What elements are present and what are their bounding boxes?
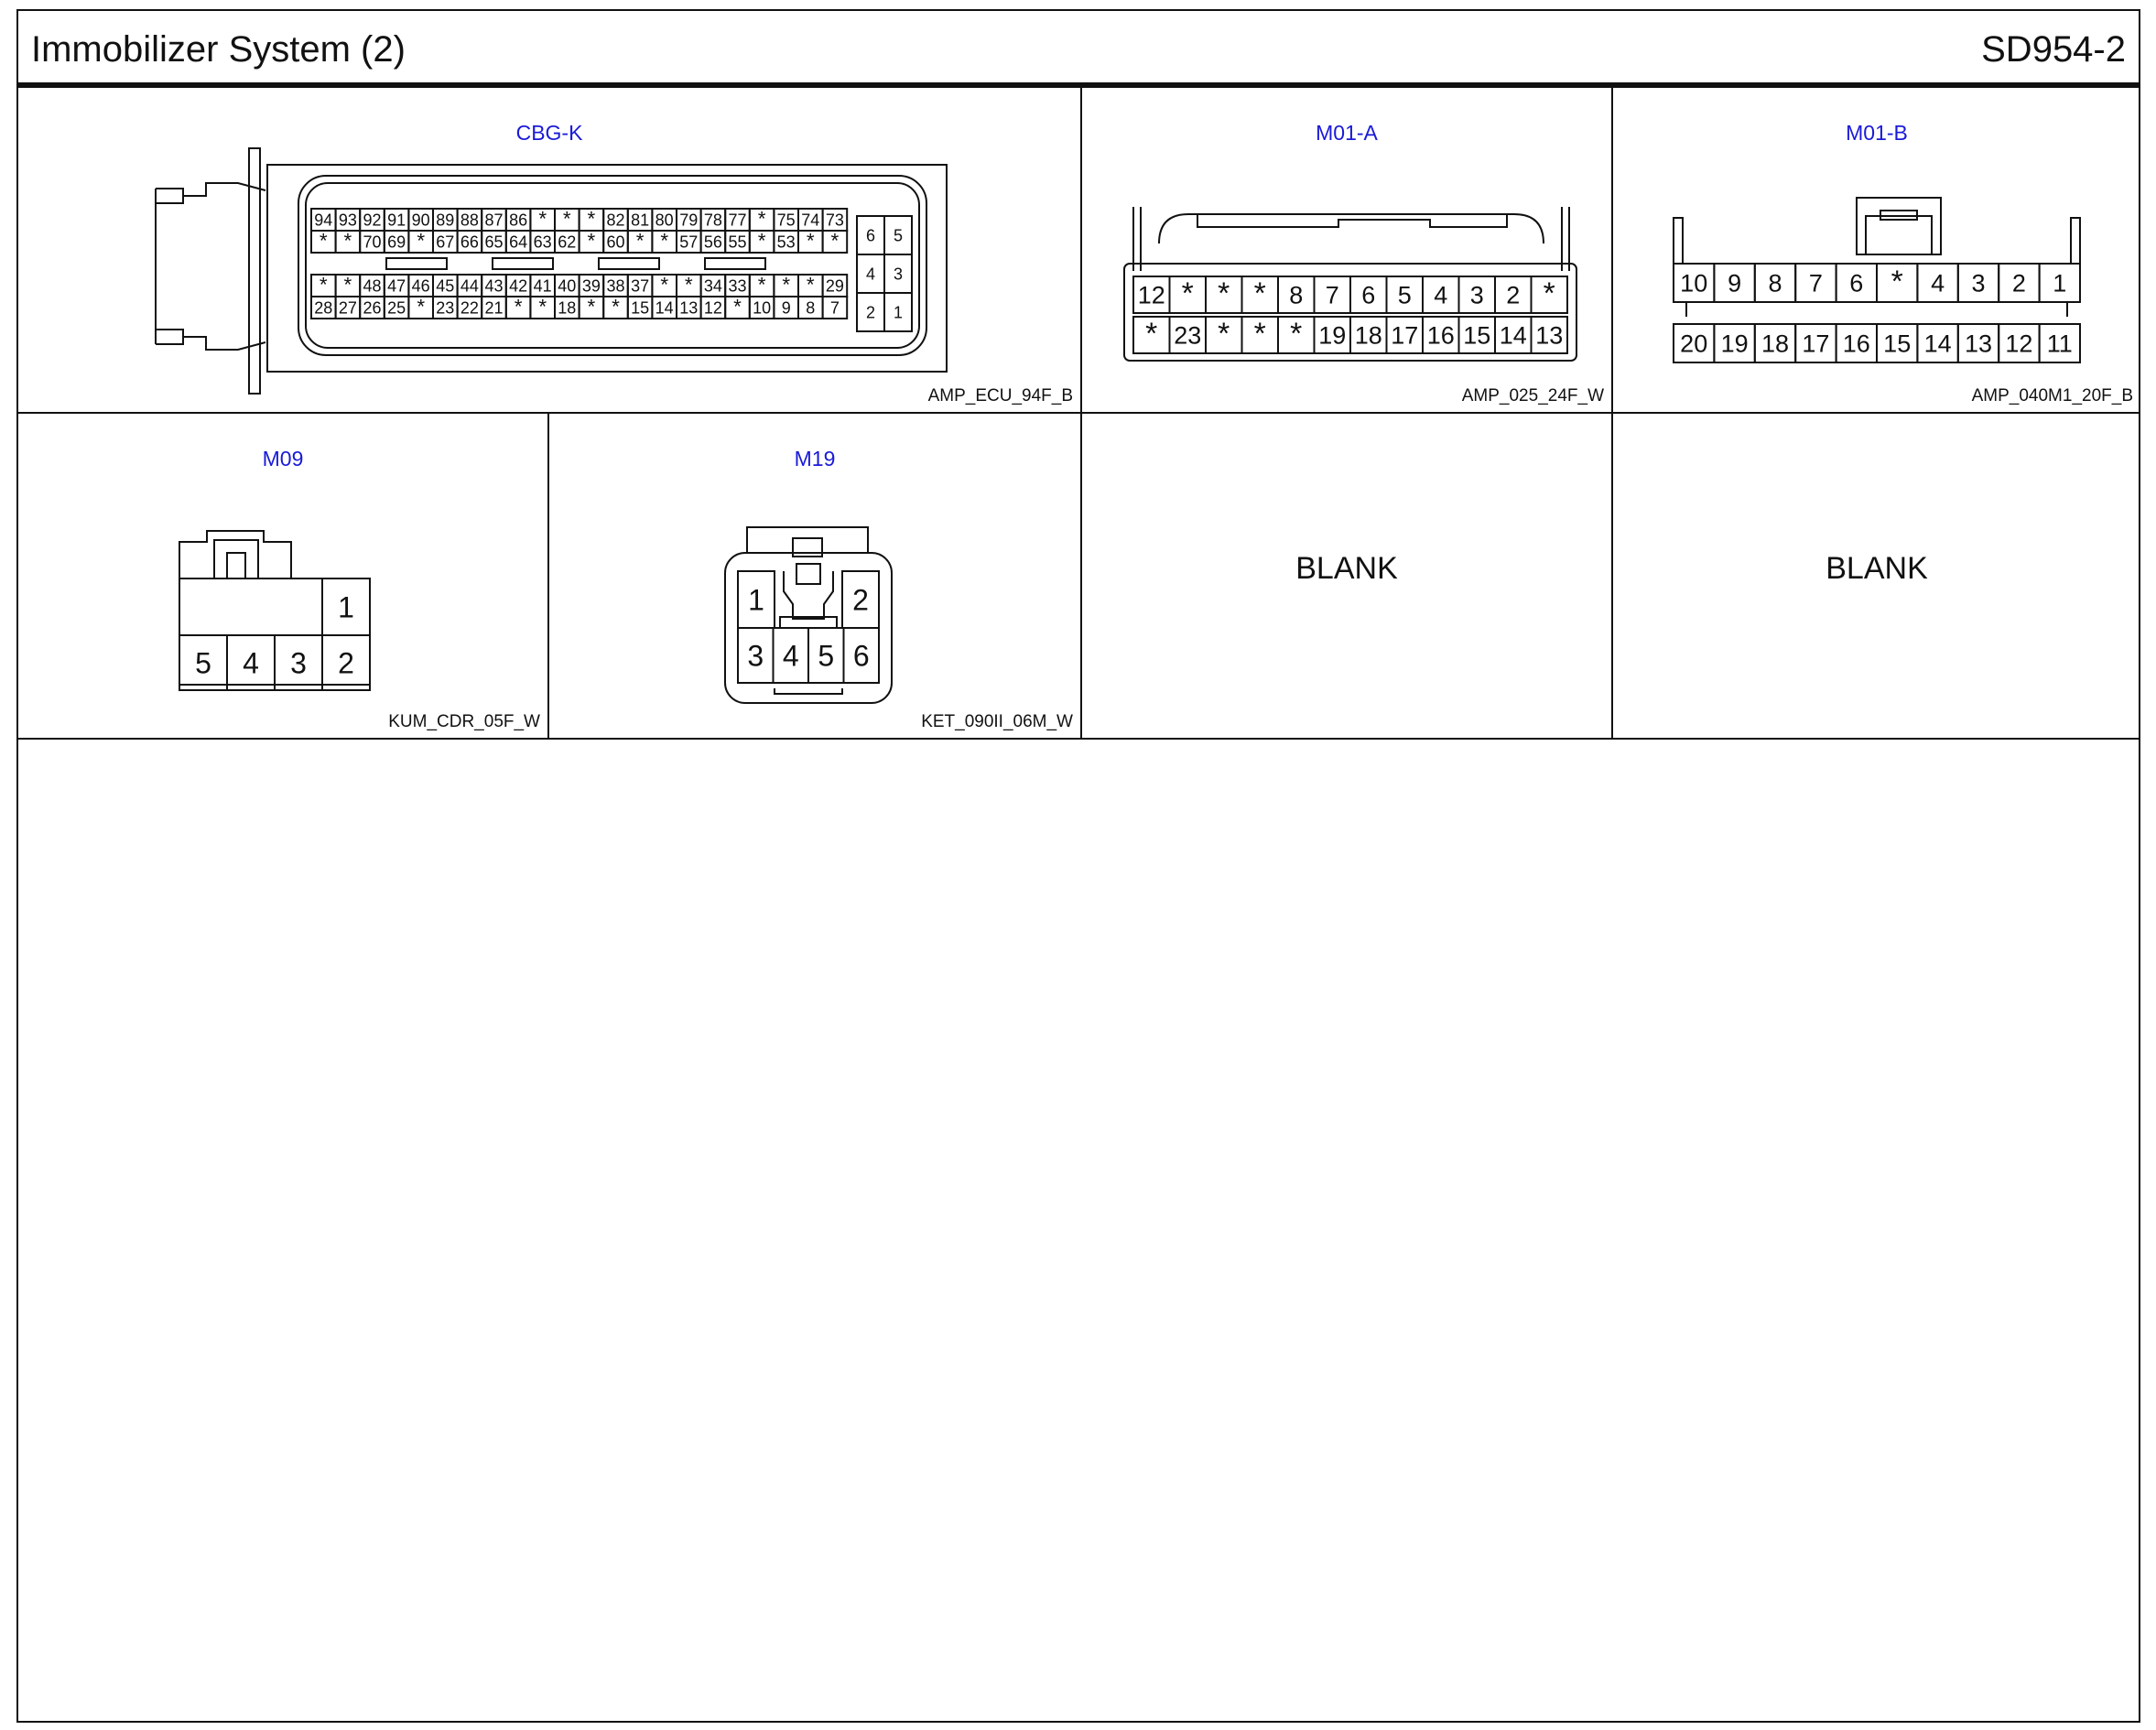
pin-label: 55: [728, 232, 747, 252]
latch-slot: [599, 258, 659, 269]
pin-label: 90: [411, 211, 430, 230]
pin-label: 11: [2046, 330, 2073, 358]
pin-label: 88: [460, 211, 479, 230]
pin-label: *: [806, 273, 815, 297]
pin-label: 10: [753, 298, 772, 318]
connector-m01b-diagram: [1613, 88, 2140, 414]
pin-label: 5: [1397, 281, 1412, 309]
top-rail: [747, 527, 868, 553]
pin-label: 13: [1964, 330, 1993, 358]
pin-label: *: [343, 273, 352, 297]
pin-label: 2: [338, 646, 354, 680]
pin-label: *: [538, 295, 547, 319]
pin-label: 65: [484, 232, 504, 252]
pin-label: 6: [852, 639, 870, 673]
pin-label: 93: [338, 211, 357, 230]
pin-label: *: [1891, 264, 1903, 299]
pin-label: 42: [509, 276, 528, 296]
pin-label: 17: [1802, 330, 1830, 358]
pin-label: *: [1543, 276, 1555, 311]
pin-label: 86: [509, 211, 528, 230]
pin-label: 12: [703, 298, 722, 318]
connector-code: AMP_040M1_20F_B: [1971, 386, 2133, 405]
pin-label: 1: [893, 303, 904, 322]
pin-label: *: [684, 273, 693, 297]
pin-label: 17: [1391, 321, 1419, 350]
pin-label: 69: [387, 232, 406, 252]
pin-label: 14: [1499, 321, 1527, 350]
pin-label: *: [1145, 316, 1158, 351]
pin-label: 14: [655, 298, 674, 318]
pin-label: 60: [606, 232, 625, 252]
pin-label: 94: [314, 211, 333, 230]
connector-m19-diagram: [549, 414, 1082, 740]
pin-label: 3: [1971, 269, 1986, 297]
pin-label: 12: [1137, 281, 1165, 309]
pin-label: *: [538, 207, 547, 231]
pin-label: 28: [314, 298, 333, 318]
diagram-frame: [16, 9, 2140, 1723]
connector-code: AMP_ECU_94F_B: [927, 386, 1073, 405]
pin-label: 4: [782, 639, 799, 673]
pin-label: 73: [825, 211, 844, 230]
pin-label: 3: [1469, 281, 1484, 309]
pin-label: 4: [1931, 269, 1945, 297]
pin-label: 34: [703, 276, 722, 296]
connector-m01a-diagram: [1082, 88, 1613, 414]
bottom-foot: [775, 688, 842, 694]
cell-cbgk: [18, 88, 1082, 414]
pin-label: 45: [436, 276, 455, 296]
pin-label: 1: [748, 583, 764, 617]
pin-label: *: [562, 207, 571, 231]
pin-label: 66: [460, 232, 479, 252]
pin-label: *: [1253, 316, 1266, 351]
pin-label: 14: [1923, 330, 1952, 358]
pin-label: 79: [679, 211, 699, 230]
pin-label: *: [806, 229, 815, 253]
blank-label: BLANK: [1826, 551, 1928, 586]
pin-label: 64: [509, 232, 528, 252]
row-spacer: [1686, 302, 2067, 317]
pin-label: 3: [747, 639, 764, 673]
connector-name: CBG-K: [515, 121, 583, 145]
pin-label: 3: [893, 265, 904, 284]
pin-label: 26: [363, 298, 382, 318]
pin-label: *: [612, 295, 620, 319]
header: [18, 11, 2139, 88]
pin-label: 7: [1325, 281, 1339, 309]
pin-label: 3: [290, 646, 307, 680]
pin-label: 2: [865, 303, 876, 322]
pin-label: 7: [829, 298, 840, 318]
cell-blank-2: [1613, 414, 2140, 740]
pin-label: 7: [1808, 269, 1823, 297]
pin-label: *: [757, 229, 766, 253]
pin-label: 89: [436, 211, 455, 230]
pin-label: 2: [852, 583, 869, 617]
pin-label: 29: [825, 276, 844, 296]
connector-name: M01-B: [1846, 121, 1908, 145]
latch-slot: [705, 258, 765, 269]
page-title: Immobilizer System (2): [31, 29, 406, 70]
pin-label: 2: [2011, 269, 2026, 297]
pin-label: 77: [728, 211, 747, 230]
latch-slot: [386, 258, 447, 269]
pin-label: 33: [728, 276, 747, 296]
connector-name: M19: [794, 447, 836, 470]
top-latch: [1159, 214, 1544, 243]
pin-label: 56: [703, 232, 722, 252]
connector-code: KET_090II_06M_W: [921, 712, 1073, 731]
pin-label: 12: [2005, 330, 2033, 358]
pin-label: 19: [1720, 330, 1749, 358]
pin-label: 46: [411, 276, 430, 296]
pin-label: 67: [436, 232, 455, 252]
side-post: [2071, 218, 2080, 264]
connector-shell: [298, 176, 926, 355]
mount-bracket: [156, 189, 183, 344]
pin-label: 13: [1535, 321, 1564, 350]
mount-arm: [183, 183, 265, 350]
connector-code: KUM_CDR_05F_W: [388, 712, 540, 731]
pin-label: 6: [1849, 269, 1864, 297]
pin-label: 21: [484, 298, 504, 318]
side-post: [1674, 218, 1683, 264]
page-code: SD954-2: [1981, 29, 2126, 70]
latch-slot: [493, 258, 553, 269]
pin-label: 57: [679, 232, 699, 252]
pin-label: 82: [606, 211, 625, 230]
pin-label: *: [587, 229, 596, 253]
pin-label: 5: [893, 226, 904, 245]
pin-label: *: [1218, 276, 1230, 311]
pin-label: 10: [1680, 269, 1708, 297]
cell-m01a: [1082, 88, 1613, 414]
center-key: [784, 564, 833, 619]
pin-label: 39: [581, 276, 601, 296]
pin-label: 8: [1768, 269, 1782, 297]
pin-label: 16: [1426, 321, 1455, 350]
pin-label: 5: [818, 639, 835, 673]
pin-label: 18: [558, 298, 577, 318]
pin-label: 6: [865, 226, 876, 245]
pin-label: *: [587, 295, 596, 319]
pin-label: 43: [484, 276, 504, 296]
pin-label: *: [757, 207, 766, 231]
pin-label: 47: [387, 276, 406, 296]
pin-label: 87: [484, 211, 504, 230]
pin-label: *: [782, 273, 791, 297]
pin-label: 1: [338, 590, 354, 624]
pin-label: *: [319, 229, 328, 253]
pin-label: 18: [1761, 330, 1790, 358]
pin-label: *: [514, 295, 523, 319]
pin-label: 70: [363, 232, 382, 252]
pin-label: 23: [436, 298, 455, 318]
cell-m01b: [1613, 88, 2140, 414]
pin-label: *: [343, 229, 352, 253]
pin-label: 27: [338, 298, 357, 318]
pin-label: 91: [387, 211, 406, 230]
pin-label: 16: [1842, 330, 1870, 358]
pin-label: 20: [1680, 330, 1708, 358]
pin-label: 40: [558, 276, 577, 296]
pin-label: *: [1253, 276, 1266, 311]
top-lock: [179, 531, 291, 578]
pin-label: 9: [781, 298, 791, 318]
pin-label: 4: [1434, 281, 1448, 309]
pin-label: *: [417, 295, 426, 319]
pin-label: *: [830, 229, 840, 253]
pin-label: 15: [1883, 330, 1912, 358]
pin-label: *: [733, 295, 742, 319]
pin-label: *: [1181, 276, 1194, 311]
connector-name: M09: [262, 447, 304, 470]
pin-label: 92: [363, 211, 382, 230]
connector-cbgk-diagram: [18, 88, 1082, 414]
pin-label: 78: [703, 211, 722, 230]
pin-label: *: [660, 273, 669, 297]
pin-label: *: [660, 229, 669, 253]
cell-m09: [18, 414, 549, 740]
connector-name: M01-A: [1316, 121, 1378, 145]
pin-label: 62: [558, 232, 577, 252]
pin-label: 25: [387, 298, 406, 318]
pin-label: 37: [631, 276, 650, 296]
pin-label: 8: [806, 298, 816, 318]
connector-code: AMP_025_24F_W: [1461, 386, 1604, 405]
top-lock-inner: [214, 540, 258, 578]
pin-label: 9: [1728, 269, 1742, 297]
pin-label: 41: [533, 276, 552, 296]
pin-label: *: [635, 229, 645, 253]
cell-m19: [549, 414, 1082, 740]
pin-label: 63: [533, 232, 552, 252]
top-lock: [1857, 198, 1941, 254]
mount-plate: [249, 148, 260, 394]
pin-label: 80: [655, 211, 674, 230]
pin-label: *: [319, 273, 328, 297]
pin-label: 15: [631, 298, 650, 318]
pin-label: 48: [363, 276, 382, 296]
pin-label: 38: [606, 276, 625, 296]
connector-m09-diagram: [18, 414, 549, 740]
pin-label: 81: [631, 211, 650, 230]
pin-label: 22: [460, 298, 479, 318]
pin-label: *: [757, 273, 766, 297]
pin-label: 1: [2053, 269, 2067, 297]
side-rib: [1133, 207, 1569, 271]
pin-label: 53: [776, 232, 796, 252]
pin-label: 6: [1361, 281, 1376, 309]
pin-label: 15: [1463, 321, 1491, 350]
pin-label: *: [1290, 316, 1303, 351]
blank-label: BLANK: [1295, 551, 1398, 586]
pin-label: *: [587, 207, 596, 231]
pin-label: *: [1218, 316, 1230, 351]
top-lock-inner: [1866, 216, 1932, 254]
pin-label: 74: [801, 211, 820, 230]
pin-label: 75: [776, 211, 796, 230]
pin-label: 4: [865, 265, 876, 284]
pin-label: 18: [1354, 321, 1382, 350]
pin-label: 2: [1506, 281, 1521, 309]
pin-label: 44: [460, 276, 479, 296]
pin-label: 8: [1289, 281, 1304, 309]
pin-label: 5: [195, 646, 211, 680]
pin-label: 23: [1174, 321, 1202, 350]
pin-label: 19: [1318, 321, 1347, 350]
pin-label: 4: [243, 646, 259, 680]
pin-label: 13: [679, 298, 699, 318]
cell-blank-1: [1082, 414, 1613, 740]
pin-label: *: [417, 229, 426, 253]
